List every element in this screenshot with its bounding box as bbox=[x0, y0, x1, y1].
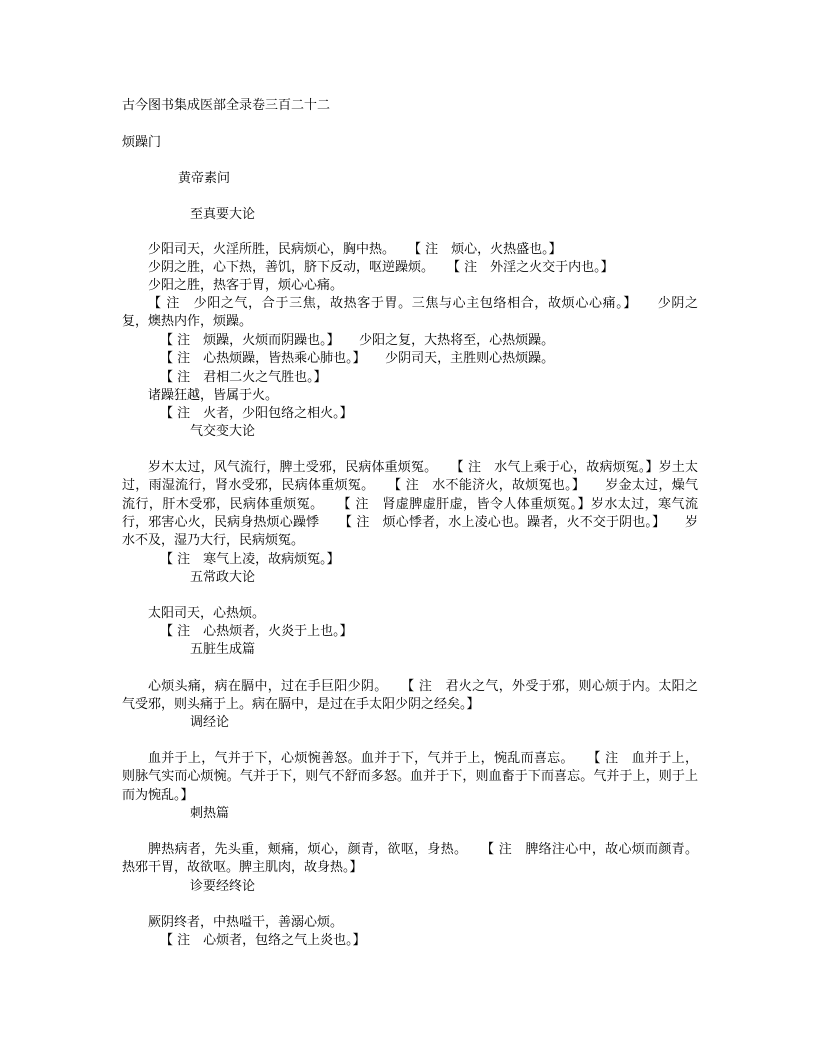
note-line: 【 注 心烦者，包络之气上炎也。】 bbox=[160, 933, 366, 948]
paragraph: 心烦头痛，病在膈中，过在手巨阳少阴。 【 注 君火之气，外受于邪，则心烦于内。太阳之气受邪，则头痛于上。病在膈中，是过在手太阳少阴之经矣。】 bbox=[122, 679, 698, 713]
chapter-title: 气交变大论 bbox=[190, 424, 256, 439]
chapter-title: 五脏生成篇 bbox=[190, 642, 256, 657]
text-line: 少阴之胜，心下热，善饥，脐下反动，呕逆躁烦。 【 注 外淫之火交于内也。】 bbox=[148, 260, 614, 275]
paragraph: 血并于上，气并于下，心烦惋善怒。血并于下，气并于上，惋乱而喜忘。 【 注 血并于上，则脉气实而心烦惋。气并于下，则气不舒而多怒。血并于下，则血畜于下而喜忘。气并于上，则于上而为惋乱。】 bbox=[122, 751, 698, 803]
note-line: 【 注 火者，少阳包络之相火。】 bbox=[160, 406, 353, 421]
section-title: 烦躁门 bbox=[122, 135, 162, 150]
chapter-title: 诊要经终论 bbox=[190, 879, 256, 894]
chapter-title: 五常政大论 bbox=[190, 570, 256, 585]
paragraph: 【 注 少阳之气，合于三焦，故热客于胃。三焦与心主包络相合，故烦心心痛。】 少阴之复，燠热内作，烦躁。 bbox=[122, 296, 698, 330]
text-line: 少阳之胜，热客于胃，烦心心痛。 bbox=[148, 278, 344, 293]
text-line: 【 注 君相二火之气胜也。】 bbox=[160, 370, 327, 385]
text-line: 【 注 烦躁，火烦而阴躁也。】 少阳之复，大热将至，心热烦躁。 bbox=[160, 333, 555, 348]
paragraph: 岁木太过，风气流行，脾土受邪，民病体重烦冤。 【 注 水气上乘于心，故病烦冤。】岁土太过，雨湿流行，肾水受邪，民病体重烦冤。 【 注 水不能济火，故烦冤也。】 岁金太过，燥气流行，肝木受邪，民病体重烦冤。 【 注 肾虚脾虚肝虚，皆令人体重烦冤。】岁水太过，寒气流行，邪害心火，民病身热烦心躁悸 【 注 烦心悸者，水上凌心也。躁者，火不交于阴也。】 岁水不及，湿乃大行，民病烦冤。 bbox=[122, 460, 698, 549]
text-line: 少阳司天，火淫所胜，民病烦心，胸中热。 【 注 烦心，火热盛也。】 bbox=[148, 242, 562, 257]
text-line: 厥阴终者，中热嗌干，善溺心烦。 bbox=[148, 915, 344, 930]
text-line: 太阳司天，心热烦。 bbox=[148, 606, 266, 621]
chapter-title: 调经论 bbox=[190, 715, 230, 730]
text-line: 诸躁狂越，皆属于火。 bbox=[148, 388, 279, 403]
paragraph: 脾热病者，先头重，颊痛，烦心，颜青，欲呕，身热。 【 注 脾络注心中，故心烦而颜青。热邪干胃，故欲呕。脾主肌肉，故身热。】 bbox=[122, 842, 698, 876]
text-line: 【 注 心热烦躁，皆热乘心肺也。】 少阴司天，主胜则心热烦躁。 bbox=[160, 351, 555, 366]
source-title: 黄帝素问 bbox=[178, 171, 231, 186]
note-line: 【 注 寒气上凌，故病烦冤。】 bbox=[160, 552, 340, 567]
note-line: 【 注 心热烦者，火炎于上也。】 bbox=[160, 624, 353, 639]
chapter-title: 至真要大论 bbox=[190, 207, 256, 222]
book-title: 古今图书集成医部全录卷三百二十二 bbox=[122, 98, 331, 113]
chapter-title: 刺热篇 bbox=[190, 806, 230, 821]
